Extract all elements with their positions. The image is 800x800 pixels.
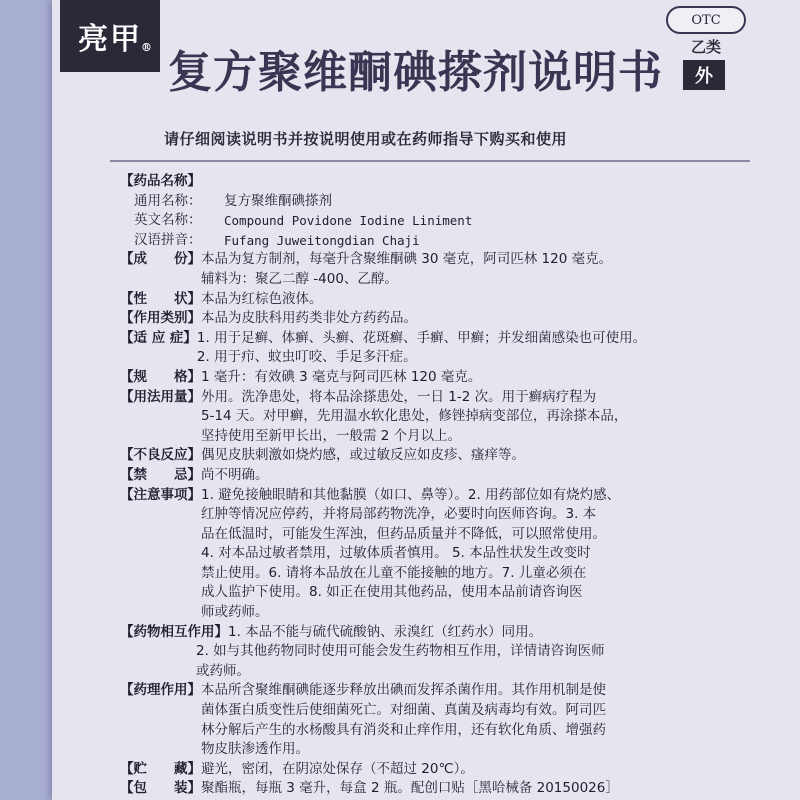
precaution-line: 禁止使用。6. 请将本品放在儿童不能接触的地方。7. 儿童必须在 <box>201 564 587 581</box>
header-divider <box>110 160 750 162</box>
otc-label: OTC <box>666 6 746 34</box>
interaction-line: 1. 本品不能与硫代硫酸钠、汞溴红（红药水）同用。 <box>228 623 543 640</box>
section-label: 【贮 藏】 <box>120 760 201 777</box>
otc-type: 外 <box>683 60 725 90</box>
reading-instruction: 请仔细阅读说明书并按说明使用或在药师指导下购买和使用 <box>164 130 568 148</box>
section-drug-name <box>120 172 780 192</box>
category-value: 本品为皮肤科用药类非处方药药品。 <box>201 310 417 327</box>
registered-mark: ® <box>141 41 154 54</box>
interaction-line: 或药师。 <box>196 662 250 679</box>
section-label: 【药品名称】 <box>120 173 201 189</box>
leaflet-content <box>120 172 780 799</box>
section-label: 【包 装】 <box>120 780 201 797</box>
section-storage <box>120 760 780 780</box>
section-label: 【作用类别】 <box>120 310 201 327</box>
precaution-line: 4. 对本品过敏者禁用，过敏体质者慎用。 5. 本品性状发生改变时 <box>201 545 591 562</box>
section-usage <box>120 388 780 447</box>
precaution-line: 红肿等情况应停药，并将局部药物洗净，必要时向医师咨询。3. 本 <box>201 506 597 523</box>
generic-name-row <box>120 192 780 212</box>
section-label: 【用法用量】 <box>120 388 201 405</box>
package-value: 聚酯瓶，每瓶 3 毫升，每盒 2 瓶。配创口贴［黑哈械备 20150026］ <box>201 780 619 797</box>
pharmacology-line: 菌体蛋白质变性后使细菌死亡。对细菌、真菌及病毒均有效。阿司匹 <box>201 702 606 719</box>
usage-line: 外用。洗净患处，将本品涂搽患处，一日 1-2 次。用于癣病疗程为 <box>201 388 597 405</box>
section-category <box>120 309 780 329</box>
usage-line: 5-14 天。对甲癣，先用温水软化患处，修锉掉病变部位，再涂搽本品， <box>201 408 628 425</box>
usage-line: 坚持使用至新甲长出，一般需 2 个月以上。 <box>201 427 462 444</box>
brand-logo <box>60 0 160 72</box>
generic-name-label: 通用名称： <box>134 192 202 209</box>
english-name-label: 英文名称： <box>134 212 202 229</box>
storage-value: 避光，密闭，在阴凉处保存（不超过 20℃）。 <box>201 760 474 777</box>
section-precautions <box>120 486 780 623</box>
appearance-value: 本品为红棕色液体。 <box>201 290 323 307</box>
precaution-line: 1. 避免接触眼睛和其他黏膜（如口、鼻等）。2. 用药部位如有烧灼感、 <box>201 486 621 503</box>
precaution-line: 成人监护下使用。8. 如正在使用其他药品，使用本品前请咨询医 <box>201 584 583 601</box>
brand-logo-text: 亮甲 <box>78 22 142 57</box>
section-label: 【禁 忌】 <box>120 466 201 483</box>
section-interactions <box>120 623 780 643</box>
section-indications <box>120 329 780 368</box>
pinyin-name-label: 汉语拼音： <box>134 231 202 248</box>
english-name-row <box>120 211 780 231</box>
section-label: 【性 状】 <box>120 290 201 307</box>
pharmacology-line: 物皮肤渗透作用。 <box>201 741 309 758</box>
section-contraindication <box>120 466 780 486</box>
section-label: 【不良反应】 <box>120 447 201 464</box>
section-appearance <box>120 290 780 310</box>
section-label: 【药理作用】 <box>120 682 201 699</box>
section-label: 【适 应 症】 <box>120 329 197 346</box>
interaction-line: 2. 如与其他药物同时使用可能会发生药物相互作用，详情请咨询医师 <box>196 643 605 660</box>
section-package <box>120 779 780 799</box>
section-composition <box>120 250 780 289</box>
section-pharmacology <box>120 681 780 759</box>
composition-line: 辅料为：聚乙二醇 -400、乙醇。 <box>201 270 398 287</box>
otc-badge <box>656 0 752 96</box>
section-adverse <box>120 446 780 466</box>
pinyin-name-value: Fufang Juweitongdian Chaji <box>224 232 420 248</box>
english-name-value: Compound Povidone Iodine Liniment <box>224 213 473 229</box>
section-spec <box>120 368 780 388</box>
section-label: 【规 格】 <box>120 368 201 385</box>
pharmacology-line: 本品所含聚维酮碘能逐步释放出碘而发挥杀菌作用。其作用机制是使 <box>201 682 606 699</box>
indication-line: 1. 用于足癣、体癣、头癣、花斑癣、手癣、甲癣；并发细菌感染也可使用。 <box>196 329 647 346</box>
pinyin-name-row <box>120 231 780 251</box>
adverse-value: 偶见皮肤刺激如烧灼感，或过敏反应如皮疹、瘙痒等。 <box>201 447 525 464</box>
pharmacology-line: 林分解后产生的水杨酸具有消炎和止痒作用，还有软化角质、增强药 <box>201 721 606 738</box>
composition-line: 本品为复方制剂，每毫升含聚维酮碘 30 毫克，阿司匹林 120 毫克。 <box>201 251 613 268</box>
document-title: 复方聚维酮碘搽剂说明书 <box>168 47 663 98</box>
section-label: 【注意事项】 <box>120 486 201 503</box>
contraindication-value: 尚不明确。 <box>201 466 269 483</box>
otc-class: 乙类 <box>690 38 721 56</box>
precaution-line: 师或药师。 <box>201 604 269 621</box>
section-label: 【药物相互作用】 <box>120 623 228 640</box>
section-label: 【成 份】 <box>120 251 201 268</box>
indication-line: 2. 用于疖、蚊虫叮咬、手足多汗症。 <box>196 349 417 366</box>
interactions-continued <box>120 642 780 681</box>
generic-name-value: 复方聚维酮碘搽剂 <box>224 192 332 209</box>
precaution-line: 品在低温时，可能发生浑浊，但药品质量并不降低，可以照常使用。 <box>201 525 606 542</box>
spec-value: 1 毫升：有效碘 3 毫克与阿司匹林 120 毫克。 <box>201 368 482 385</box>
